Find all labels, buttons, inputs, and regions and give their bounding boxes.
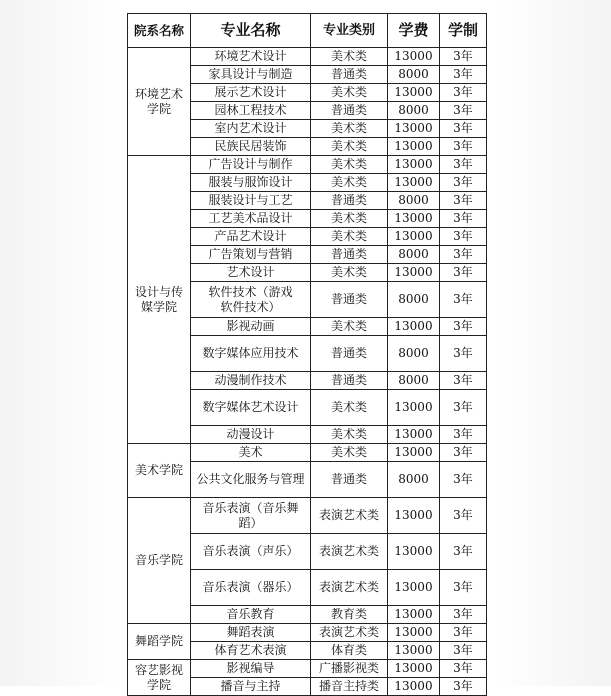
table-row bbox=[128, 498, 487, 534]
fee-cell: 8000 bbox=[388, 246, 440, 264]
category-cell: 表演艺术类 bbox=[311, 498, 388, 534]
duration-cell: 3年 bbox=[440, 624, 487, 642]
major-name-cell: 广告策划与营销 bbox=[191, 246, 311, 264]
fee-cell: 13000 bbox=[388, 642, 440, 660]
category-cell: 普通类 bbox=[311, 282, 388, 318]
duration-cell: 3年 bbox=[440, 534, 487, 570]
duration-cell: 3年 bbox=[440, 120, 487, 138]
category-cell: 美术类 bbox=[311, 120, 388, 138]
category-cell: 普通类 bbox=[311, 66, 388, 84]
fee-cell: 8000 bbox=[388, 102, 440, 120]
major-name-cell: 动漫制作技术 bbox=[191, 372, 311, 390]
duration-cell: 3年 bbox=[440, 156, 487, 174]
category-cell: 教育类 bbox=[311, 606, 388, 624]
category-cell: 美术类 bbox=[311, 264, 388, 282]
fee-cell: 8000 bbox=[388, 336, 440, 372]
college-name-cell: 音乐学院 bbox=[128, 498, 191, 624]
duration-cell: 3年 bbox=[440, 84, 487, 102]
category-cell: 美术类 bbox=[311, 174, 388, 192]
fee-cell: 13000 bbox=[388, 678, 440, 696]
header-category: 专业类别 bbox=[311, 14, 388, 48]
table-row bbox=[128, 660, 487, 678]
fee-cell: 13000 bbox=[388, 660, 440, 678]
table-header-row bbox=[128, 14, 487, 48]
duration-cell: 3年 bbox=[440, 264, 487, 282]
fee-cell: 13000 bbox=[388, 84, 440, 102]
major-name-cell: 音乐表演（音乐舞 蹈） bbox=[191, 498, 311, 534]
college-name-cell: 设计与传 媒学院 bbox=[128, 156, 191, 444]
duration-cell: 3年 bbox=[440, 498, 487, 534]
major-name-cell: 数字媒体应用技术 bbox=[191, 336, 311, 372]
table-body bbox=[128, 48, 487, 696]
major-name-cell: 园林工程技术 bbox=[191, 102, 311, 120]
major-name-cell: 音乐表演（声乐） bbox=[191, 534, 311, 570]
major-name-cell: 家具设计与制造 bbox=[191, 66, 311, 84]
fee-cell: 8000 bbox=[388, 66, 440, 84]
category-cell: 普通类 bbox=[311, 336, 388, 372]
fee-cell: 8000 bbox=[388, 192, 440, 210]
duration-cell: 3年 bbox=[440, 138, 487, 156]
duration-cell: 3年 bbox=[440, 642, 487, 660]
category-cell: 美术类 bbox=[311, 210, 388, 228]
category-cell: 体育类 bbox=[311, 642, 388, 660]
table-row bbox=[128, 156, 487, 174]
category-cell: 美术类 bbox=[311, 84, 388, 102]
duration-cell: 3年 bbox=[440, 462, 487, 498]
college-name-cell: 美术学院 bbox=[128, 444, 191, 498]
header-duration: 学制 bbox=[440, 14, 487, 48]
major-name-cell: 环境艺术设计 bbox=[191, 48, 311, 66]
fee-cell: 13000 bbox=[388, 174, 440, 192]
duration-cell: 3年 bbox=[440, 210, 487, 228]
duration-cell: 3年 bbox=[440, 660, 487, 678]
major-name-cell: 展示艺术设计 bbox=[191, 84, 311, 102]
category-cell: 普通类 bbox=[311, 192, 388, 210]
table-row bbox=[128, 444, 487, 462]
duration-cell: 3年 bbox=[440, 318, 487, 336]
duration-cell: 3年 bbox=[440, 426, 487, 444]
fee-cell: 13000 bbox=[388, 156, 440, 174]
fee-cell: 13000 bbox=[388, 534, 440, 570]
major-name-cell: 数字媒体艺术设计 bbox=[191, 390, 311, 426]
duration-cell: 3年 bbox=[440, 246, 487, 264]
fee-cell: 13000 bbox=[388, 48, 440, 66]
duration-cell: 3年 bbox=[440, 228, 487, 246]
category-cell: 播音主持类 bbox=[311, 678, 388, 696]
category-cell: 美术类 bbox=[311, 138, 388, 156]
category-cell: 普通类 bbox=[311, 246, 388, 264]
college-name-cell: 环境艺术 学院 bbox=[128, 48, 191, 156]
major-name-cell: 室内艺术设计 bbox=[191, 120, 311, 138]
major-name-cell: 动漫设计 bbox=[191, 426, 311, 444]
college-name-cell: 容艺影视 学院 bbox=[128, 660, 191, 696]
major-name-cell: 服装与服饰设计 bbox=[191, 174, 311, 192]
duration-cell: 3年 bbox=[440, 606, 487, 624]
major-name-cell: 广告设计与制作 bbox=[191, 156, 311, 174]
duration-cell: 3年 bbox=[440, 678, 487, 696]
duration-cell: 3年 bbox=[440, 192, 487, 210]
header-college: 院系名称 bbox=[128, 14, 191, 48]
fee-cell: 13000 bbox=[388, 318, 440, 336]
page-left-margin bbox=[0, 0, 118, 686]
major-name-cell: 美术 bbox=[191, 444, 311, 462]
header-fee: 学费 bbox=[388, 14, 440, 48]
major-name-cell: 影视动画 bbox=[191, 318, 311, 336]
fee-cell: 13000 bbox=[388, 390, 440, 426]
category-cell: 广播影视类 bbox=[311, 660, 388, 678]
major-name-cell: 产品艺术设计 bbox=[191, 228, 311, 246]
category-cell: 普通类 bbox=[311, 102, 388, 120]
category-cell: 美术类 bbox=[311, 318, 388, 336]
college-name-cell: 舞蹈学院 bbox=[128, 624, 191, 660]
duration-cell: 3年 bbox=[440, 372, 487, 390]
fee-cell: 13000 bbox=[388, 498, 440, 534]
category-cell: 普通类 bbox=[311, 372, 388, 390]
major-name-cell: 公共文化服务与管理 bbox=[191, 462, 311, 498]
fee-cell: 13000 bbox=[388, 120, 440, 138]
category-cell: 美术类 bbox=[311, 426, 388, 444]
category-cell: 美术类 bbox=[311, 48, 388, 66]
majors-table bbox=[127, 13, 487, 696]
duration-cell: 3年 bbox=[440, 66, 487, 84]
duration-cell: 3年 bbox=[440, 48, 487, 66]
category-cell: 表演艺术类 bbox=[311, 534, 388, 570]
major-name-cell: 舞蹈表演 bbox=[191, 624, 311, 642]
category-cell: 表演艺术类 bbox=[311, 570, 388, 606]
duration-cell: 3年 bbox=[440, 102, 487, 120]
major-name-cell: 音乐表演（器乐） bbox=[191, 570, 311, 606]
fee-cell: 13000 bbox=[388, 624, 440, 642]
fee-cell: 13000 bbox=[388, 444, 440, 462]
table-row bbox=[128, 624, 487, 642]
duration-cell: 3年 bbox=[440, 444, 487, 462]
major-name-cell: 播音与主持 bbox=[191, 678, 311, 696]
major-name-cell: 体育艺术表演 bbox=[191, 642, 311, 660]
duration-cell: 3年 bbox=[440, 390, 487, 426]
duration-cell: 3年 bbox=[440, 336, 487, 372]
fee-cell: 13000 bbox=[388, 606, 440, 624]
category-cell: 美术类 bbox=[311, 390, 388, 426]
fee-cell: 13000 bbox=[388, 426, 440, 444]
page-right-margin bbox=[493, 0, 611, 686]
major-name-cell: 服装设计与工艺 bbox=[191, 192, 311, 210]
major-name-cell: 音乐教育 bbox=[191, 606, 311, 624]
fee-cell: 13000 bbox=[388, 210, 440, 228]
major-name-cell: 民族民居装饰 bbox=[191, 138, 311, 156]
major-name-cell: 艺术设计 bbox=[191, 264, 311, 282]
fee-cell: 13000 bbox=[388, 570, 440, 606]
duration-cell: 3年 bbox=[440, 282, 487, 318]
fee-cell: 8000 bbox=[388, 282, 440, 318]
fee-cell: 8000 bbox=[388, 372, 440, 390]
category-cell: 美术类 bbox=[311, 156, 388, 174]
category-cell: 美术类 bbox=[311, 228, 388, 246]
category-cell: 普通类 bbox=[311, 462, 388, 498]
fee-cell: 13000 bbox=[388, 138, 440, 156]
duration-cell: 3年 bbox=[440, 570, 487, 606]
table-row bbox=[128, 48, 487, 66]
fee-cell: 13000 bbox=[388, 228, 440, 246]
duration-cell: 3年 bbox=[440, 174, 487, 192]
fee-cell: 8000 bbox=[388, 462, 440, 498]
major-name-cell: 影视编导 bbox=[191, 660, 311, 678]
header-major: 专业名称 bbox=[191, 14, 311, 48]
category-cell: 表演艺术类 bbox=[311, 624, 388, 642]
fee-cell: 13000 bbox=[388, 264, 440, 282]
category-cell: 美术类 bbox=[311, 444, 388, 462]
major-name-cell: 工艺美术品设计 bbox=[191, 210, 311, 228]
major-name-cell: 软件技术（游戏 软件技术） bbox=[191, 282, 311, 318]
